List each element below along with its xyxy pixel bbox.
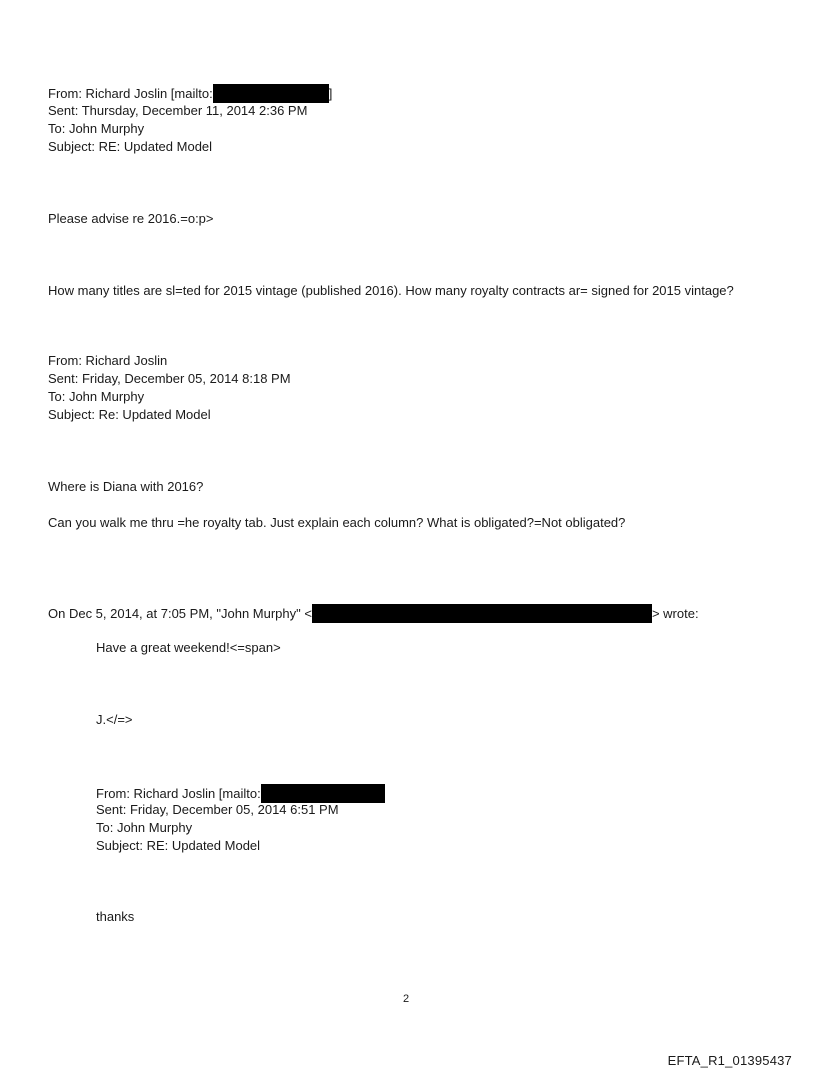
email3-from-label: From: Richard Joslin [mailto:: [96, 786, 261, 801]
quote-header-wrote: > wrote:: [651, 606, 699, 621]
email1-from-close: ]: [328, 86, 333, 101]
redaction-box: [312, 604, 652, 623]
email1-to: To: John Murphy: [48, 121, 145, 136]
email2-to: To: John Murphy: [48, 389, 145, 404]
email2-body-2: Can you walk me thru =he royalty tab. Just explain each column? What is obligated?=Not obligated?: [48, 515, 626, 530]
email1-from-label: From: Richard Joslin [mailto:: [48, 86, 213, 101]
email3-to: To: John Murphy: [96, 820, 193, 835]
document-id-footer: EFTA_R1_01395437: [667, 1053, 792, 1068]
email2-body-1: Where is Diana with 2016?: [48, 479, 204, 494]
email1-subject: Subject: RE: Updated Model: [48, 139, 213, 154]
page-number: 2: [403, 993, 410, 1005]
email2-sent: Sent: Friday, December 05, 2014 8:18 PM: [48, 371, 291, 386]
email3-subject: Subject: RE: Updated Model: [96, 838, 261, 853]
quote-line-2: J.</=>: [96, 712, 133, 727]
email1-body-1: Please advise re 2016.=o:p>: [48, 211, 214, 226]
quote-line-1: Have a great weekend!<=span>: [96, 640, 281, 655]
email2-from: From: Richard Joslin: [48, 353, 168, 368]
quote-header: [48, 604, 699, 623]
email1-body-2: How many titles are sl=ted for 2015 vintage (published 2016). How many royalty contracts ar= signed for 2015 vintage?: [48, 283, 734, 298]
email2-subject: Subject: Re: Updated Model: [48, 407, 211, 422]
quote-header-label: On Dec 5, 2014, at 7:05 PM, "John Murphy" <: [48, 606, 312, 621]
redaction-box: [213, 84, 329, 103]
email3-body-1: thanks: [96, 909, 135, 924]
email1-from-line: [48, 84, 332, 103]
email3-sent: Sent: Friday, December 05, 2014 6:51 PM: [96, 802, 339, 817]
email1-sent: Sent: Thursday, December 11, 2014 2:36 PM: [48, 103, 308, 118]
